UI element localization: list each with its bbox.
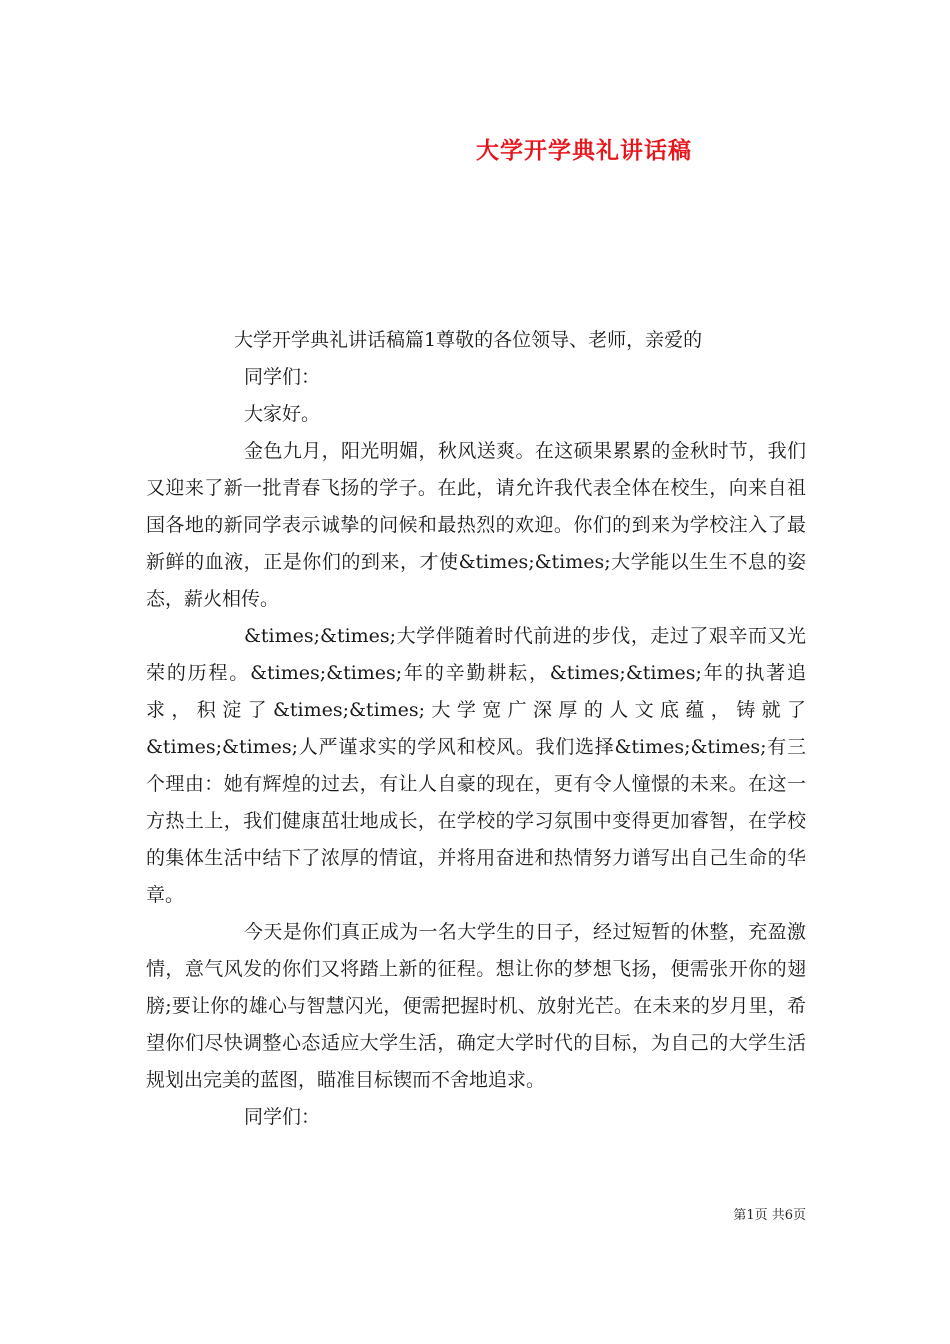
greeting-paragraph: 大家好。 [244, 403, 321, 425]
intro-continuation: 同学们： [244, 366, 321, 388]
closing-paragraph: 同学们： [244, 1106, 321, 1128]
document-title: 大学开学典礼讲话稿 [476, 137, 692, 164]
intro-paragraph: 大学开学典礼讲话稿篇1尊敬的各位领导、老师，亲爱的 [234, 329, 703, 351]
paragraph-3: 今天是你们真正成为一名大学生的日子，经过短暂的休整，充盈激情，意气风发的你们又将踏上新的征程。想让你的梦想飞扬，便需张开你的翅膀;要让你的雄心与智慧闪光，便需把握时机、放射光芒。在未来的岁月里，希望你们尽快调整心态适应大学生活，确定大学时代的目标，为自己的大学生活规划出完美的蓝图，瞄准目标锲而不舍地追求。 [146, 921, 806, 1091]
page-footer: 第1页 共6页 [733, 1208, 806, 1223]
paragraph-1: 金色九月，阳光明媚，秋风送爽。在这硕果累累的金秋时节，我们又迎来了新一批青春飞扬的学子。在此，请允许我代表全体在校生，向来自祖国各地的新同学表示诚挚的问候和最热烈的欢迎。你们的到来为学校注入了最新鲜的血液，正是你们的到来，才使&times;&times;大学能以生生不息的姿态，薪火相传。 [146, 440, 806, 610]
document-body [146, 322, 806, 1136]
paragraph-2: &times;&times;大学伴随着时代前进的步伐，走过了艰辛而又光荣的历程。&times;&times;年的辛勤耕耘，&times;&times;年的执著追求，积淀了&times;&times;大学宽广深厚的人文底蕴，铸就了&times;&times;人严谨求实的学风和校风。我们选择&times;&times;有三个理由：她有辉煌的过去，有让人自豪的现在，更有令人憧憬的未来。在这一方热土上，我们健康茁壮地成长，在学校的学习氛围中变得更加睿智，在学校的集体生活中结下了浓厚的情谊，并将用奋进和热情努力谱写出自己生命的华章。 [146, 625, 806, 906]
